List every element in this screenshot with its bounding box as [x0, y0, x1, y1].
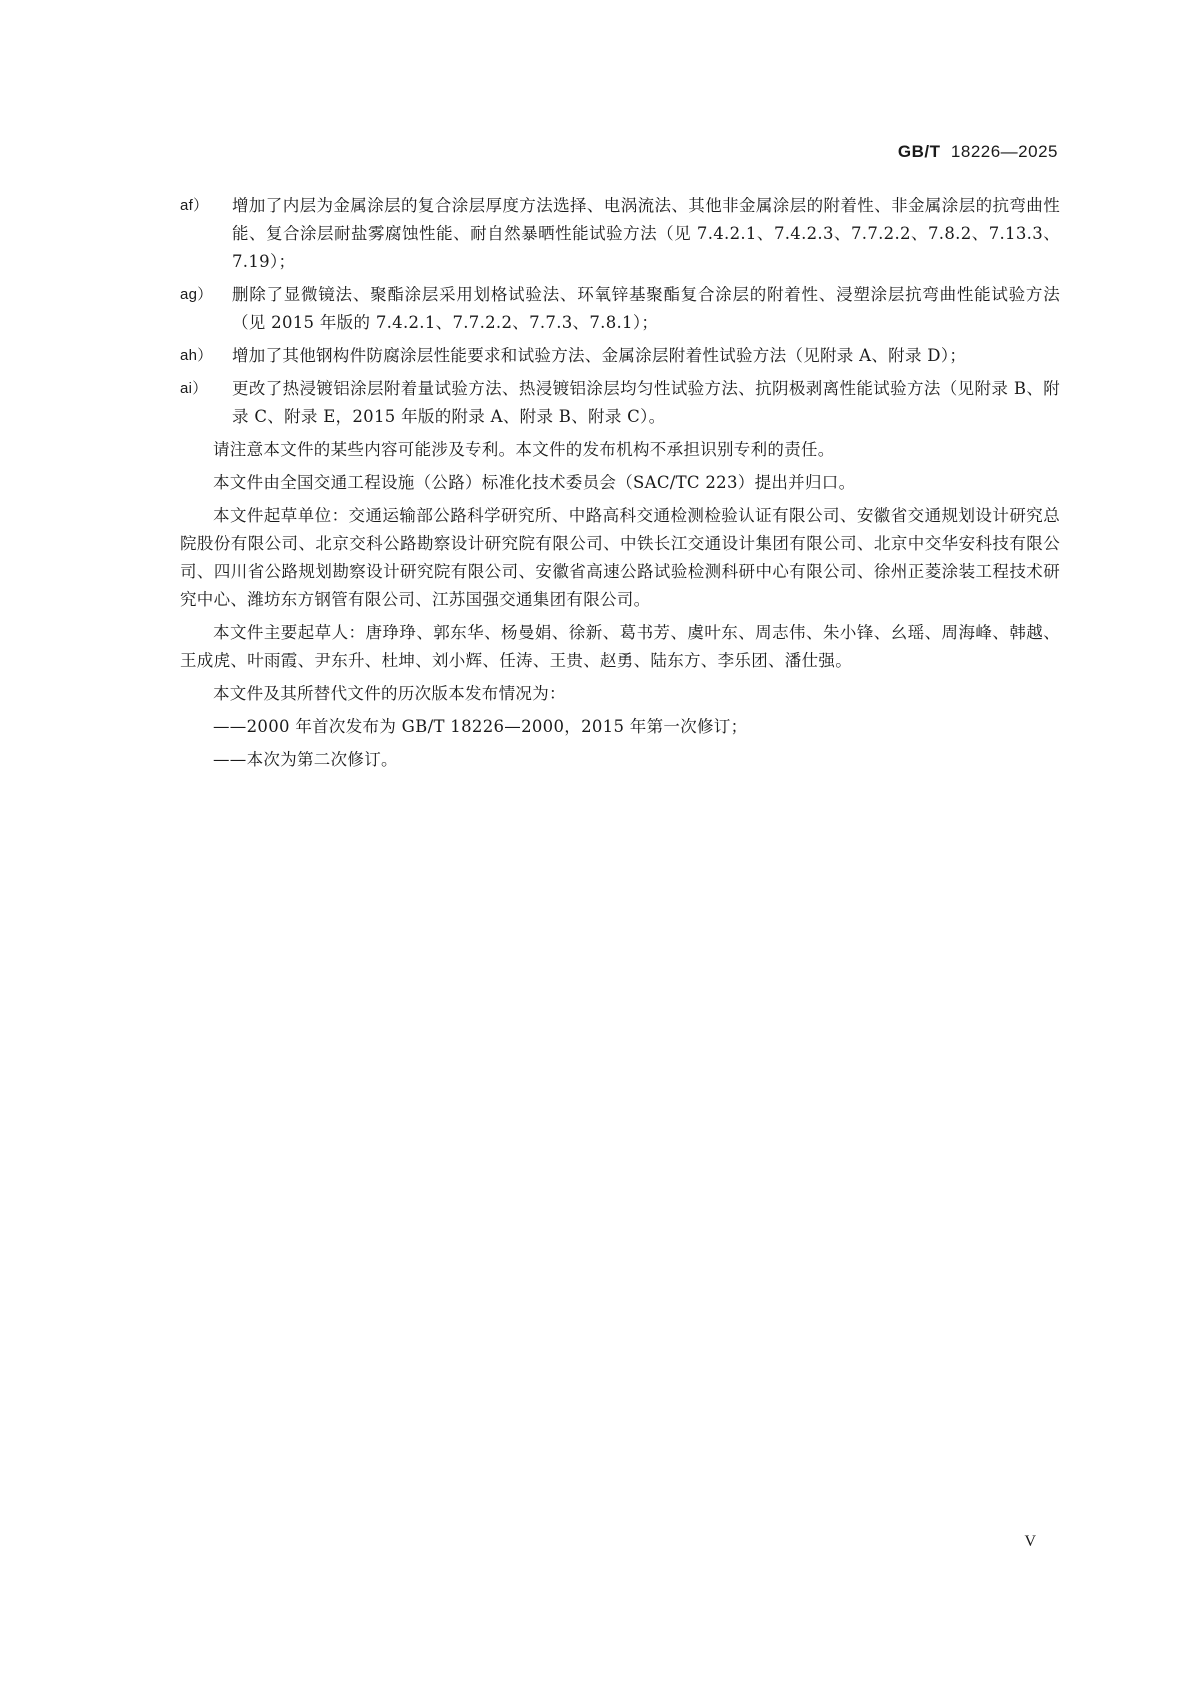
list-marker: ah）: [180, 347, 213, 364]
list-text: 增加了其他钢构件防腐涂层性能要求和试验方法、金属涂层附着性试验方法（见附录 A、附录 D）；: [232, 346, 967, 365]
list-marker: ag）: [180, 286, 213, 303]
list-text: 删除了显微镜法、聚酯涂层采用划格试验法、环氧锌基聚酯复合涂层的附着性、浸塑涂层抗弯曲性能试验方法（见 2015 年版的 7.4.2.1、7.7.2.2、7.7.3、7.8.1）；: [232, 285, 1060, 332]
list-item-ah: [180, 342, 1060, 370]
list-item-ai: [180, 375, 1060, 431]
document-code-prefix: GB/T: [897, 142, 941, 161]
list-marker: af）: [180, 197, 209, 214]
list-text: 更改了热浸镀铝涂层附着量试验方法、热浸镀铝涂层均匀性试验方法、抗阴极剥离性能试验方法（见附录 B、附录 C、附录 E，2015 年版的附录 A、附录 B、附录 C）。: [232, 379, 1060, 426]
document-code-number: 18226—2025: [950, 142, 1058, 161]
list-item-ag: [180, 281, 1060, 337]
history-item: ——2000 年首次发布为 GB/T 18226—2000，2015 年第一次修订；: [213, 717, 748, 736]
list-text: 增加了内层为金属涂层的复合涂层厚度方法选择、电涡流法、其他非金属涂层的附着性、非金属涂层的抗弯曲性能、复合涂层耐盐雾腐蚀性能、耐自然暴晒性能试验方法（见 7.4.2.1、7.4.2.3、7.7.2.2、7.8.2、7.13.3、7.19）；: [232, 196, 1060, 271]
list-marker: ai）: [180, 380, 208, 397]
proposer-statement: 本文件由全国交通工程设施（公路）标准化技术委员会（SAC/TC 223）提出并归口。: [213, 473, 856, 492]
list-item-af: [180, 192, 1060, 276]
drafting-units: 本文件起草单位：交通运输部公路科学研究所、中路高科交通检测检验认证有限公司、安徽省交通规划设计研究总院股份有限公司、北京交科公路勘察设计研究院有限公司、中铁长江交通设计集团有限公司、北京中交华安科技有限公司、四川省公路规划勘察设计研究院有限公司、安徽省高速公路试验检测科研中心有限公司、徐州正菱涂装工程技术研究中心、潍坊东方钢管有限公司、江苏国强交通集团有限公司。: [180, 506, 1060, 609]
page-number: V: [1024, 1533, 1036, 1550]
history-item: ——本次为第二次修订。: [213, 750, 398, 769]
main-drafters: 本文件主要起草人：唐琤琤、郭东华、杨曼娟、徐新、葛书芳、虞叶东、周志伟、朱小锋、幺瑶、周海峰、韩越、王成虎、叶雨霞、尹东升、杜坤、刘小辉、任涛、王贵、赵勇、陆东方、李乐团、潘仕强。: [180, 623, 1060, 670]
history-intro: 本文件及其所替代文件的历次版本发布情况为：: [213, 684, 566, 703]
page-content: [180, 192, 1060, 779]
document-code: [898, 142, 1058, 162]
patent-notice: 请注意本文件的某些内容可能涉及专利。本文件的发布机构不承担识别专利的责任。: [213, 440, 835, 459]
